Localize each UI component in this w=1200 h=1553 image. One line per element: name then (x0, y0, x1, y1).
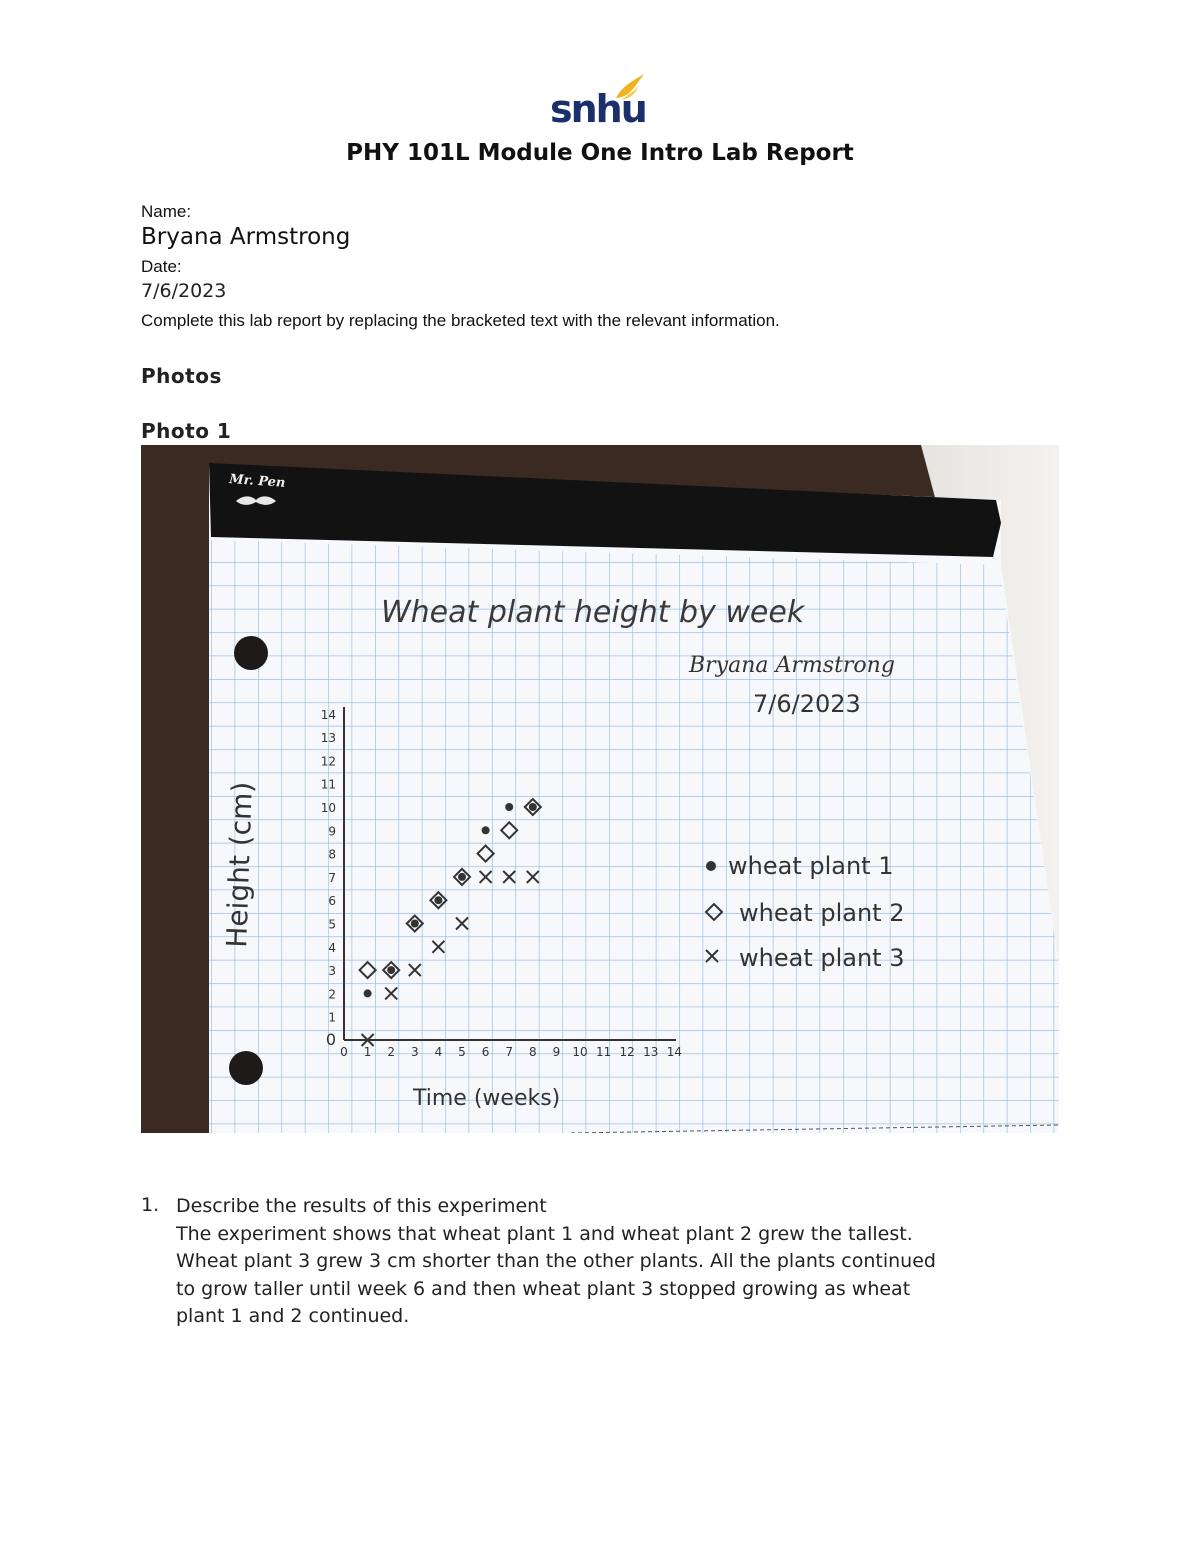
photo-caption: Photo 1 (141, 419, 232, 443)
x-tick-label: 9 (552, 1045, 561, 1059)
y-tick-label: 8 (328, 847, 336, 862)
x-tick-label: 3 (410, 1045, 419, 1059)
answer-line-3: to grow taller until week 6 and then wheat plant 3 stopped growing as wheat (176, 1277, 911, 1300)
data-point-series-1 (458, 873, 466, 881)
question-prompt: Describe the results of this experiment (176, 1195, 547, 1217)
y-tick-label: 3 (328, 964, 336, 979)
graph-author: Bryana Armstrong (689, 653, 895, 678)
name-label: Name: (141, 202, 192, 221)
y-tick-label: 13 (320, 731, 336, 746)
page-title: PHY 101L Module One Intro Lab Report (346, 140, 854, 166)
snhu-logo (550, 72, 650, 134)
date-value: 7/6/2023 (141, 280, 227, 302)
data-point-series-1 (434, 896, 442, 904)
legend-label-1: wheat plant 1 (728, 852, 894, 880)
y-tick-label: 6 (328, 894, 336, 909)
data-point-series-1 (505, 803, 513, 811)
legend-label-3: wheat plant 3 (739, 944, 905, 972)
x-tick-label: 6 (481, 1045, 490, 1059)
y-tick-label: 4 (328, 940, 336, 955)
x-tick-label: 1 (363, 1045, 372, 1059)
x-tick-label: 2 (387, 1045, 396, 1059)
binder-hole-bottom (229, 1051, 263, 1085)
x-tick-label: 13 (643, 1045, 659, 1059)
data-point-series-1 (364, 989, 372, 997)
x-axis-label: Time (weeks) (413, 1086, 561, 1111)
photo-1 (141, 445, 1059, 1133)
y-tick-label: 1 (328, 1010, 336, 1025)
answer-line-4: plant 1 and 2 continued. (176, 1305, 410, 1327)
notebook-brand: Mr. Pen (228, 472, 286, 491)
legend-marker-dot (706, 861, 716, 871)
notebook-photo (141, 445, 1059, 1133)
graph-title: Wheat plant height by week (381, 595, 805, 630)
x-tick-label: 0 (340, 1045, 348, 1059)
question-number: 1. (141, 1194, 160, 1216)
y-tick-label: 2 (328, 987, 336, 1002)
instructions-text: Complete this lab report by replacing the bracketed text with the relevant information. (141, 311, 780, 330)
name-value: Bryana Armstrong (141, 224, 351, 250)
answer-line-1: The experiment shows that wheat plant 1 and wheat plant 2 grew the tallest. (176, 1222, 913, 1245)
x-tick-label: 4 (434, 1045, 443, 1059)
y-axis-label: Height (cm) (220, 781, 259, 949)
x-tick-label: 5 (458, 1045, 466, 1059)
y-tick-label: 5 (328, 917, 336, 932)
section-heading: Photos (141, 364, 222, 388)
data-point-series-1 (529, 803, 537, 811)
x-tick-label: 12 (619, 1045, 635, 1059)
y-tick-label: 0 (325, 1030, 336, 1049)
logo-wordmark: snhu (550, 87, 646, 131)
y-tick-label: 11 (320, 777, 336, 792)
y-tick-label: 12 (320, 754, 336, 769)
legend-label-2: wheat plant 2 (739, 899, 905, 927)
x-tick-label: 8 (528, 1045, 537, 1059)
question-block (176, 1193, 1056, 1331)
date-label: Date: (141, 257, 182, 276)
y-tick-label: 14 (320, 707, 336, 722)
data-point-series-1 (387, 966, 395, 974)
x-tick-label: 10 (572, 1045, 588, 1059)
data-point-series-1 (482, 826, 490, 834)
y-tick-label: 7 (328, 870, 336, 885)
x-tick-label: 7 (505, 1045, 514, 1059)
y-tick-label: 9 (328, 824, 336, 839)
data-point-series-1 (411, 920, 419, 928)
y-tick-label: 10 (320, 801, 336, 815)
x-tick-label: 11 (595, 1045, 612, 1059)
graph-date: 7/6/2023 (753, 690, 861, 718)
answer-line-2: Wheat plant 3 grew 3 cm shorter than the other plants. All the plants continued (176, 1250, 936, 1272)
x-tick-label: 14 (666, 1045, 683, 1059)
binder-hole-top (234, 636, 268, 670)
